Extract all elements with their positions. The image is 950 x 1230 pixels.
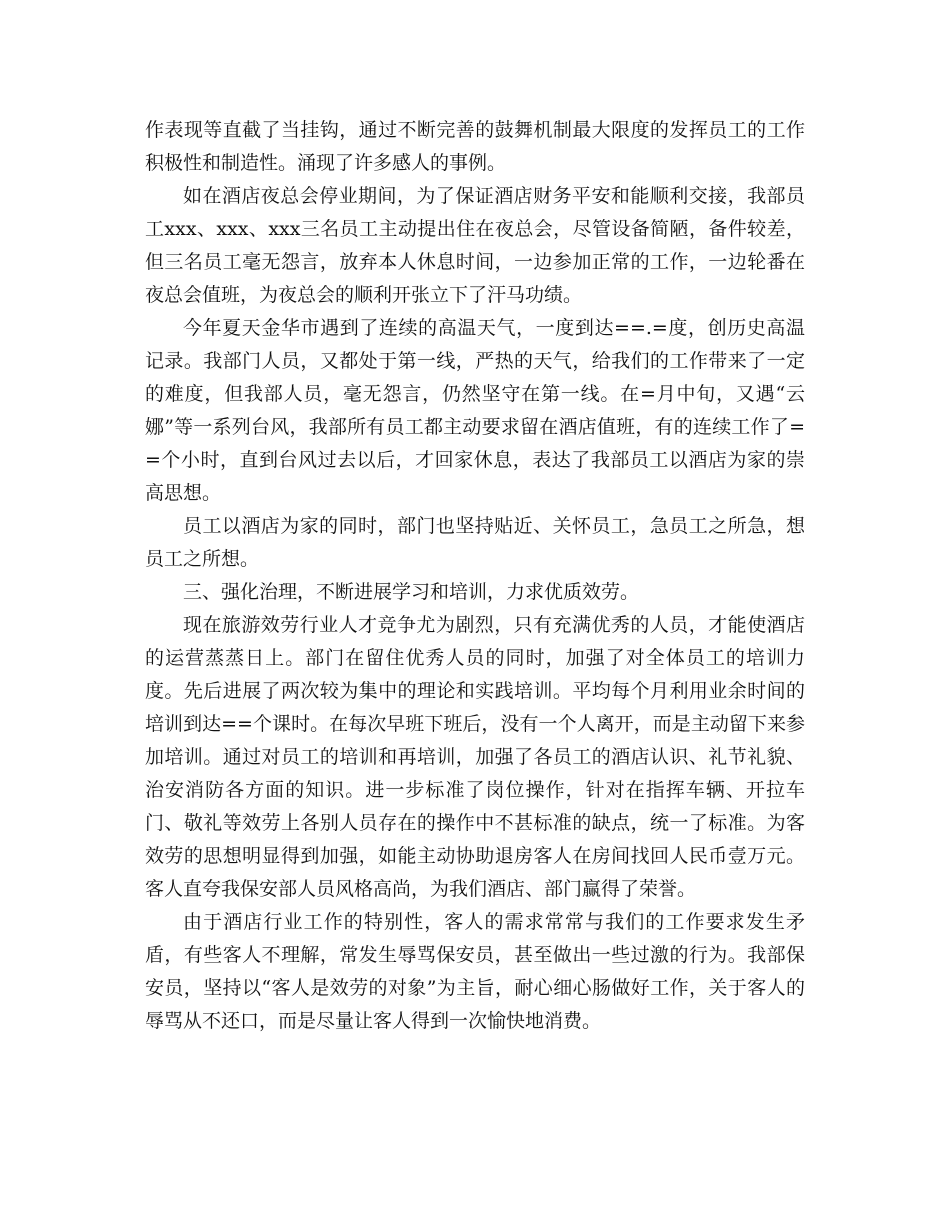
paragraph-customer-conflict: 由于酒店行业工作的特别性，客人的需求常常与我们的工作要求发生矛盾，有些客人不理解，常发生辱骂保安员，甚至做出一些过激的行为。我部保安员，坚持以“客人是效劳的对象”为主旨，耐心细心肠做好工作，关于客人的辱骂从不还口，而是尽量让客人得到一次愉快地消费。 xyxy=(145,911,805,1032)
section-heading-training: 三、强化治理，不断进展学习和培训，力求优质效劳。 xyxy=(183,581,640,603)
document-body xyxy=(145,114,805,1038)
paragraph-summer-heat: 今年夏天金华市遇到了连续的高温天气，一度到达==.=度，创历史高温记录。我部门人员，又都处于第一线，严热的天气，给我们的工作带来了一定的难度，但我部人员，毫无怨言，仍然坚守在第一线。在=月中旬，又遇“云娜”等一系列台风，我部所有员工都主动要求留在酒店值班，有的连续工作了==个小时，直到台风过去以后，才回家休息，表达了我部员工以酒店为家的崇高思想。 xyxy=(145,317,805,504)
paragraph-nightclub-example: 如在酒店夜总会停业期间，为了保证酒店财务平安和能顺利交接，我部员工xxx、xxx、xxx三名员工主动提出住在夜总会，尽管设备简陋，备件较差，但三名员工毫无怨言，放弃本人休息时间，一边参加正常的工作，一边轮番在夜总会值班，为夜总会的顺利开张立下了汗马功绩。 xyxy=(145,185,805,306)
paragraph-continued: 作表现等直截了当挂钩，通过不断完善的鼓舞机制最大限度的发挥员工的工作积极性和制造性。涌现了许多感人的事例。 xyxy=(145,119,805,174)
paragraph-training: 现在旅游效劳行业人才竞争尤为剧烈，只有充满优秀的人员，才能使酒店的运营蒸蒸日上。部门在留住优秀人员的同时，加强了对全体员工的培训力度。先后进展了两次较为集中的理论和实践培训。平均每个月利用业余时间的培训到达==个课时。在每次早班下班后，没有一个人离开，而是主动留下来参加培训。通过对员工的培训和再培训，加强了各员工的酒店认识、礼节礼貌、治安消防各方面的知识。进一步标准了岗位操作，针对在指挥车辆、开拉车门、敬礼等效劳上各别人员存在的操作中不甚标准的缺点，统一了标准。为客效劳的思想明显得到加强，如能主动协助退房客人在房间找回人民币壹万元。客人直夸我保安部人员风格高尚，为我们酒店、部门赢得了荣誉。 xyxy=(145,614,805,900)
paragraph-care-for-staff: 员工以酒店为家的同时，部门也坚持贴近、关怀员工，急员工之所急，想员工之所想。 xyxy=(145,515,805,570)
